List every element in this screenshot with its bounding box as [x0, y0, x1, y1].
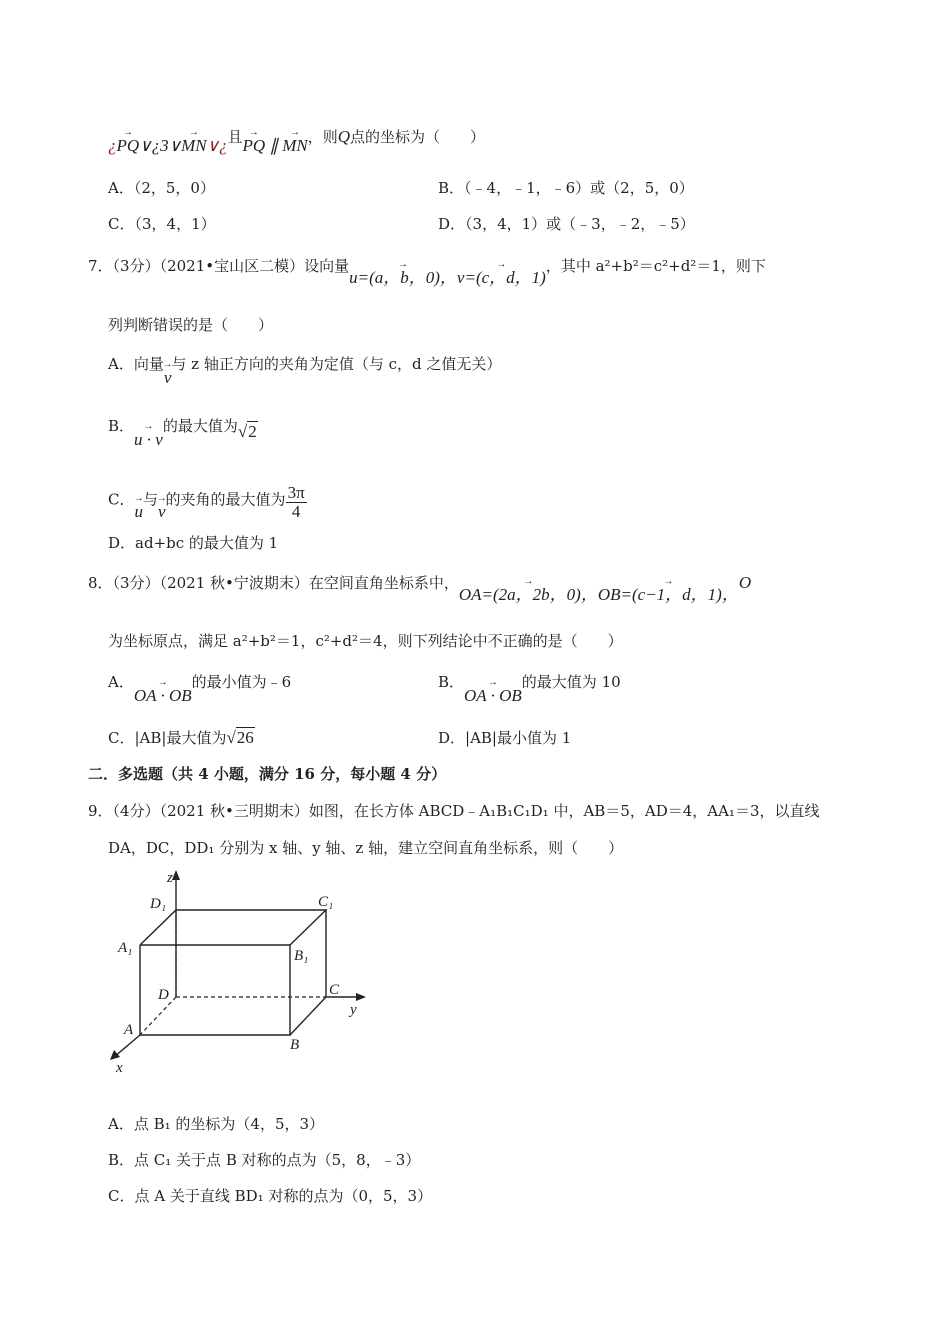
q7-vector-v: → v=(c，d，1) [457, 268, 546, 288]
q9-option-c: C．点 A 关于直线 BD₁ 对称的点为（0，5，3） [108, 1187, 433, 1205]
q7-b-pre: B． [108, 417, 135, 435]
q8-b-post: 的最大值为 10 [521, 673, 621, 691]
x-arrowhead [110, 1050, 120, 1060]
label-a1: A₁ [118, 940, 133, 956]
y-arrowhead [356, 993, 366, 1001]
label-x: x [116, 1060, 123, 1076]
q7-option-c [108, 482, 307, 519]
q8-a-post: 的最小值为﹣6 [191, 673, 292, 691]
q8-c-pre: C．|AB|最大值为 [108, 729, 227, 747]
q7-c-mid: 与 [142, 490, 158, 509]
section-heading: 二．多选题（共 4 小题，满分 16 分，每小题 4 分） [88, 765, 447, 783]
q8-line2: 为坐标原点，满足 a²+b²＝1，c²+d²＝4，则下列结论中不正确的是（ ） [108, 632, 623, 650]
q7-line2: 列判断错误的是（ ） [108, 316, 274, 334]
q6-garbled-mid: ∨¿3∨ [139, 136, 182, 155]
q8-vector-oa: → OA=(2a，2b，0)， [459, 585, 598, 605]
q6-tail2: 点的坐标为（ ） [350, 128, 486, 146]
q8-stem [88, 573, 752, 604]
label-d1: D₁ [150, 896, 167, 912]
q8-vector-ob: → OB=(c−1，d，1)， [598, 585, 739, 605]
q8-option-c [108, 728, 255, 748]
q6-option-d: D．（3，4，1）或（﹣3，﹣2，﹣5） [438, 215, 695, 233]
label-a: A [124, 1022, 134, 1038]
q6-stem [108, 127, 486, 156]
q6-garbled-prefix: ¿ [108, 136, 117, 155]
q8-c-sqrt: √26 [226, 728, 254, 747]
x-axis [114, 1035, 140, 1057]
q6-parallel: ∥ [265, 136, 283, 155]
q9-stem-line1: 9．（4分）（2021 秋•三明期末）如图，在长方体 ABCD﹣A₁B₁C₁D₁ 中，AB＝5，AD＝4，AA₁＝3，以直线 [88, 802, 820, 820]
q6-point-q: Q [337, 127, 350, 146]
label-y: y [350, 1002, 357, 1018]
q6-option-a: A．（2，5，0） [108, 179, 215, 197]
q6-option-b: B．（﹣4，﹣1，﹣6）或（2，5，0） [438, 179, 694, 197]
q6-qie: 且 [227, 128, 243, 146]
q8-c-radicand: 26 [236, 728, 254, 747]
q7-b-post: 的最大值为 [162, 417, 238, 435]
q7-b-expr: → u · v [134, 430, 163, 450]
q9-option-b: B．点 C₁ 关于点 B 对称的点为（5，8，﹣3） [108, 1151, 421, 1169]
q7-a-post: 与 z 轴正方向的夹角为定值（与 c，d 之值无关） [171, 355, 502, 373]
q9-option-a: A．点 B₁ 的坐标为（4，5，3） [108, 1115, 325, 1133]
q6-vector-mn: → MN [181, 136, 207, 156]
q6-tail: ，则 [307, 128, 338, 146]
q8-option-b [438, 672, 621, 705]
q6-vector-pq: → PQ [117, 136, 140, 156]
q7-b-radicand: 2 [248, 422, 257, 441]
q8-head: 8．（3分）（2021 秋•宁波期末）在空间直角坐标系中， [88, 574, 459, 592]
q8-b-expr: → OA · OB [464, 686, 522, 706]
edge-b-c [290, 997, 326, 1035]
q6-option-c: C．（3，4，1） [108, 215, 216, 233]
q7-option-d: D．ad+bc 的最大值为 1 [108, 534, 279, 552]
label-b: B [290, 1037, 300, 1053]
q7-c-vector-u: → u [134, 502, 143, 522]
q7-c-denominator: 4 [291, 502, 301, 521]
q7-condition: ，其中 a²+b²＝c²+d²＝1，则下 [545, 257, 766, 275]
q7-c-post: 的夹角的最大值为 [165, 490, 286, 509]
cuboid-figure [104, 868, 374, 1078]
q6-garbled-mid2: ∨¿ [206, 136, 228, 155]
q7-c-numerator: 3π [287, 483, 305, 502]
q7-a-pre: A．向量 [108, 355, 164, 373]
q8-a-expr: → OA · OB [134, 686, 192, 706]
q7-b-sqrt: √2 [237, 422, 257, 441]
q7-a-vector-v: → v [164, 368, 172, 388]
q8-a-pre: A． [108, 673, 134, 691]
q7-vector-u: → u=(a，b，0)， [349, 268, 457, 288]
q7-option-a [108, 354, 502, 387]
label-c: C [329, 982, 340, 998]
q9-stem-line2: DA，DC，DD₁ 分别为 x 轴、y 轴、z 轴，建立空间直角坐标系，则（ ） [108, 839, 624, 857]
q7-c-pre: C． [108, 490, 135, 509]
q6-vector-mn-2: → MN [282, 136, 308, 156]
q7-c-vector-v: → v [158, 502, 166, 522]
z-arrowhead [172, 870, 180, 880]
q7-head: 7．（3分）（2021•宝山区二模）设向量 [88, 257, 350, 275]
label-c1: C₁ [318, 894, 334, 910]
q7-c-fraction [286, 484, 307, 521]
label-b1: B₁ [294, 948, 309, 964]
q7-option-b [108, 416, 258, 449]
label-z: z [167, 870, 173, 886]
q8-b-pre: B． [438, 673, 465, 691]
top-face [140, 910, 326, 945]
q8-origin-o: O [738, 573, 752, 592]
q8-option-d: D．|AB|最小值为 1 [438, 729, 572, 747]
q8-option-a [108, 672, 292, 705]
q7-stem [88, 256, 766, 287]
q6-vector-pq-2: → PQ [243, 136, 266, 156]
label-d: D [158, 987, 169, 1003]
